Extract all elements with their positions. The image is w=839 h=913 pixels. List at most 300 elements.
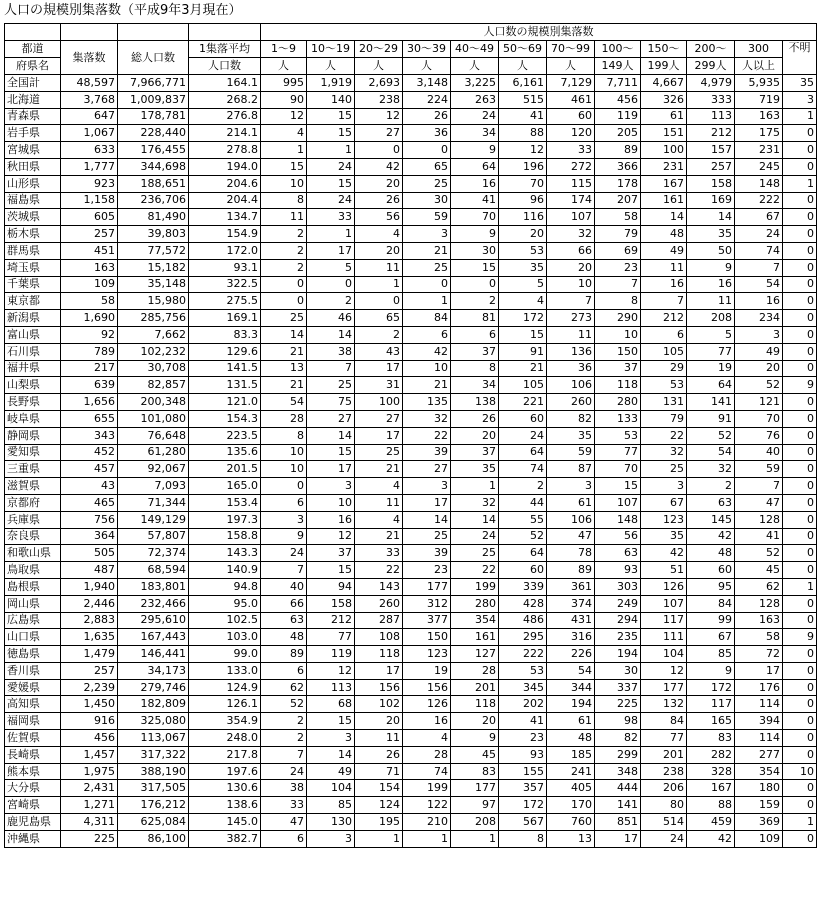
header-pref-top: 都道 bbox=[5, 41, 61, 58]
value-cell: 28 bbox=[261, 410, 307, 427]
value-cell: 64 bbox=[499, 444, 547, 461]
value-cell: 84 bbox=[641, 713, 687, 730]
value-cell: 235 bbox=[595, 629, 641, 646]
value-cell: 20 bbox=[355, 242, 403, 259]
value-cell: 72,374 bbox=[118, 545, 189, 562]
value-cell: 1,635 bbox=[61, 629, 118, 646]
value-cell: 165 bbox=[687, 713, 735, 730]
value-cell: 121.0 bbox=[189, 394, 261, 411]
value-cell: 923 bbox=[61, 175, 118, 192]
value-cell: 1 bbox=[307, 142, 355, 159]
value-cell: 24 bbox=[307, 192, 355, 209]
value-cell: 7 bbox=[641, 293, 687, 310]
value-cell: 27 bbox=[355, 125, 403, 142]
value-cell: 6 bbox=[403, 326, 451, 343]
value-cell: 343 bbox=[61, 427, 118, 444]
value-cell: 66 bbox=[547, 242, 595, 259]
settlement-table bbox=[4, 23, 817, 848]
value-cell: 456 bbox=[61, 730, 118, 747]
value-cell: 374 bbox=[547, 595, 595, 612]
value-cell: 15,980 bbox=[118, 293, 189, 310]
prefecture-cell: 長野県 bbox=[5, 394, 61, 411]
value-cell: 1,479 bbox=[61, 646, 118, 663]
value-cell: 170 bbox=[547, 797, 595, 814]
value-cell: 61 bbox=[547, 713, 595, 730]
value-cell: 9 bbox=[261, 528, 307, 545]
value-cell: 290 bbox=[595, 310, 641, 327]
value-cell: 2,239 bbox=[61, 679, 118, 696]
value-cell: 131.5 bbox=[189, 377, 261, 394]
value-cell: 53 bbox=[595, 427, 641, 444]
value-cell: 24 bbox=[499, 427, 547, 444]
value-cell: 5,935 bbox=[735, 75, 783, 92]
value-cell: 20 bbox=[451, 427, 499, 444]
value-cell: 104 bbox=[307, 780, 355, 797]
value-cell: 83 bbox=[687, 730, 735, 747]
value-cell: 77,572 bbox=[118, 242, 189, 259]
table-row bbox=[5, 293, 817, 310]
value-cell: 719 bbox=[735, 91, 783, 108]
value-cell: 8 bbox=[595, 293, 641, 310]
table-row bbox=[5, 461, 817, 478]
value-cell: 77 bbox=[595, 444, 641, 461]
value-cell: 317,505 bbox=[118, 780, 189, 797]
value-cell: 0 bbox=[783, 478, 817, 495]
value-cell: 109 bbox=[735, 830, 783, 847]
value-cell: 3 bbox=[307, 478, 355, 495]
value-cell: 36 bbox=[403, 125, 451, 142]
value-cell: 21 bbox=[355, 528, 403, 545]
prefecture-cell: 兵庫県 bbox=[5, 511, 61, 528]
value-cell: 1,919 bbox=[307, 75, 355, 92]
value-cell: 6 bbox=[641, 326, 687, 343]
value-cell: 174 bbox=[547, 192, 595, 209]
value-cell: 27 bbox=[403, 461, 451, 478]
value-cell: 3 bbox=[547, 478, 595, 495]
value-cell: 208 bbox=[451, 814, 499, 831]
value-cell: 223.5 bbox=[189, 427, 261, 444]
value-cell: 59 bbox=[547, 444, 595, 461]
value-cell: 153.4 bbox=[189, 494, 261, 511]
value-cell: 16 bbox=[641, 276, 687, 293]
value-cell: 37 bbox=[451, 343, 499, 360]
value-cell: 224 bbox=[403, 91, 451, 108]
value-cell: 99.0 bbox=[189, 646, 261, 663]
prefecture-cell: 鹿児島県 bbox=[5, 814, 61, 831]
value-cell: 27 bbox=[355, 410, 403, 427]
value-cell: 93.1 bbox=[189, 259, 261, 276]
prefecture-cell: 京都府 bbox=[5, 494, 61, 511]
value-cell: 339 bbox=[499, 578, 547, 595]
value-cell: 3,225 bbox=[451, 75, 499, 92]
value-cell: 81 bbox=[451, 310, 499, 327]
value-cell: 231 bbox=[641, 158, 687, 175]
value-cell: 6 bbox=[261, 662, 307, 679]
prefecture-cell: 岡山県 bbox=[5, 595, 61, 612]
value-cell: 238 bbox=[355, 91, 403, 108]
value-cell: 182,809 bbox=[118, 696, 189, 713]
value-cell: 28 bbox=[451, 662, 499, 679]
value-cell: 106 bbox=[547, 377, 595, 394]
value-cell: 17 bbox=[403, 494, 451, 511]
table-row bbox=[5, 125, 817, 142]
header-size-top: 30～39 bbox=[403, 41, 451, 58]
value-cell: 113,067 bbox=[118, 730, 189, 747]
value-cell: 176,212 bbox=[118, 797, 189, 814]
value-cell: 231 bbox=[735, 142, 783, 159]
prefecture-cell: 山形県 bbox=[5, 175, 61, 192]
table-row bbox=[5, 646, 817, 663]
value-cell: 3 bbox=[403, 478, 451, 495]
value-cell: 89 bbox=[547, 562, 595, 579]
value-cell: 83.3 bbox=[189, 326, 261, 343]
value-cell: 279,746 bbox=[118, 679, 189, 696]
value-cell: 34 bbox=[451, 377, 499, 394]
value-cell: 76 bbox=[735, 427, 783, 444]
value-cell: 83 bbox=[451, 763, 499, 780]
value-cell: 248.0 bbox=[189, 730, 261, 747]
value-cell: 32 bbox=[403, 410, 451, 427]
value-cell: 108 bbox=[355, 629, 403, 646]
value-cell: 276.8 bbox=[189, 108, 261, 125]
value-cell: 199 bbox=[403, 780, 451, 797]
prefecture-cell: 青森県 bbox=[5, 108, 61, 125]
value-cell: 15 bbox=[451, 259, 499, 276]
value-cell: 2 bbox=[261, 259, 307, 276]
value-cell: 1 bbox=[451, 478, 499, 495]
value-cell: 1,158 bbox=[61, 192, 118, 209]
value-cell: 2,883 bbox=[61, 612, 118, 629]
prefecture-cell: 千葉県 bbox=[5, 276, 61, 293]
value-cell: 177 bbox=[641, 679, 687, 696]
value-cell: 282 bbox=[687, 746, 735, 763]
value-cell: 0 bbox=[783, 662, 817, 679]
value-cell: 21 bbox=[261, 343, 307, 360]
value-cell: 15 bbox=[307, 125, 355, 142]
table-row bbox=[5, 478, 817, 495]
value-cell: 67 bbox=[687, 629, 735, 646]
prefecture-cell: 和歌山県 bbox=[5, 545, 61, 562]
value-cell: 70 bbox=[499, 175, 547, 192]
value-cell: 0 bbox=[783, 310, 817, 327]
value-cell: 25 bbox=[307, 377, 355, 394]
value-cell: 0 bbox=[783, 595, 817, 612]
value-cell: 70 bbox=[595, 461, 641, 478]
value-cell: 27 bbox=[307, 410, 355, 427]
value-cell: 100 bbox=[355, 394, 403, 411]
value-cell: 61,280 bbox=[118, 444, 189, 461]
value-cell: 3 bbox=[735, 326, 783, 343]
value-cell: 2 bbox=[261, 226, 307, 243]
value-cell: 2,446 bbox=[61, 595, 118, 612]
table-row bbox=[5, 242, 817, 259]
value-cell: 1 bbox=[783, 578, 817, 595]
value-cell: 19 bbox=[403, 662, 451, 679]
value-cell: 2 bbox=[261, 713, 307, 730]
value-cell: 317,322 bbox=[118, 746, 189, 763]
value-cell: 60 bbox=[499, 410, 547, 427]
value-cell: 47 bbox=[735, 494, 783, 511]
value-cell: 163 bbox=[735, 108, 783, 125]
value-cell: 0 bbox=[783, 276, 817, 293]
value-cell: 1 bbox=[783, 175, 817, 192]
value-cell: 30 bbox=[403, 192, 451, 209]
table-row bbox=[5, 797, 817, 814]
value-cell: 42 bbox=[687, 528, 735, 545]
value-cell: 369 bbox=[735, 814, 783, 831]
value-cell: 25 bbox=[355, 444, 403, 461]
prefecture-cell: 福井県 bbox=[5, 360, 61, 377]
value-cell: 194.0 bbox=[189, 158, 261, 175]
value-cell: 24 bbox=[261, 545, 307, 562]
value-cell: 102 bbox=[355, 696, 403, 713]
value-cell: 428 bbox=[499, 595, 547, 612]
value-cell: 103.0 bbox=[189, 629, 261, 646]
value-cell: 81,490 bbox=[118, 209, 189, 226]
value-cell: 275.5 bbox=[189, 293, 261, 310]
header-size-top: 100～ bbox=[595, 41, 641, 58]
prefecture-cell: 山口県 bbox=[5, 629, 61, 646]
value-cell: 9 bbox=[687, 662, 735, 679]
prefecture-cell: 広島県 bbox=[5, 612, 61, 629]
value-cell: 12 bbox=[355, 108, 403, 125]
value-cell: 514 bbox=[641, 814, 687, 831]
value-cell: 151 bbox=[641, 125, 687, 142]
value-cell: 0 bbox=[783, 730, 817, 747]
value-cell: 48 bbox=[687, 545, 735, 562]
value-cell: 2,431 bbox=[61, 780, 118, 797]
table-row bbox=[5, 427, 817, 444]
value-cell: 12 bbox=[307, 528, 355, 545]
value-cell: 1 bbox=[261, 142, 307, 159]
value-cell: 20 bbox=[735, 360, 783, 377]
prefecture-cell: 福島県 bbox=[5, 192, 61, 209]
value-cell: 21 bbox=[355, 461, 403, 478]
value-cell: 260 bbox=[355, 595, 403, 612]
value-cell: 41 bbox=[451, 192, 499, 209]
table-row bbox=[5, 730, 817, 747]
table-row bbox=[5, 326, 817, 343]
value-cell: 64 bbox=[499, 545, 547, 562]
value-cell: 0 bbox=[783, 545, 817, 562]
value-cell: 337 bbox=[595, 679, 641, 696]
value-cell: 34 bbox=[451, 125, 499, 142]
prefecture-cell: 奈良県 bbox=[5, 528, 61, 545]
value-cell: 105 bbox=[641, 343, 687, 360]
value-cell: 206 bbox=[641, 780, 687, 797]
value-cell: 122 bbox=[403, 797, 451, 814]
value-cell: 37 bbox=[595, 360, 641, 377]
prefecture-cell: 岐阜県 bbox=[5, 410, 61, 427]
header-size-bottom: 299人 bbox=[687, 58, 735, 75]
value-cell: 1,450 bbox=[61, 696, 118, 713]
value-cell: 63 bbox=[261, 612, 307, 629]
header-settlements-spacer bbox=[61, 24, 118, 41]
value-cell: 21 bbox=[499, 360, 547, 377]
value-cell: 11 bbox=[355, 259, 403, 276]
value-cell: 177 bbox=[451, 780, 499, 797]
value-cell: 163 bbox=[61, 259, 118, 276]
value-cell: 7 bbox=[261, 562, 307, 579]
value-cell: 2 bbox=[687, 478, 735, 495]
value-cell: 35 bbox=[641, 528, 687, 545]
value-cell: 1 bbox=[451, 830, 499, 847]
value-cell: 3 bbox=[261, 511, 307, 528]
value-cell: 82,857 bbox=[118, 377, 189, 394]
value-cell: 54 bbox=[735, 276, 783, 293]
value-cell: 42 bbox=[641, 545, 687, 562]
value-cell: 56 bbox=[595, 528, 641, 545]
value-cell: 10 bbox=[547, 276, 595, 293]
value-cell: 8 bbox=[261, 192, 307, 209]
prefecture-cell: 宮崎県 bbox=[5, 797, 61, 814]
value-cell: 2 bbox=[307, 293, 355, 310]
value-cell: 47 bbox=[261, 814, 307, 831]
value-cell: 0 bbox=[355, 142, 403, 159]
value-cell: 39,803 bbox=[118, 226, 189, 243]
value-cell: 605 bbox=[61, 209, 118, 226]
value-cell: 280 bbox=[595, 394, 641, 411]
table-row bbox=[5, 276, 817, 293]
value-cell: 30 bbox=[451, 242, 499, 259]
table-row bbox=[5, 780, 817, 797]
value-cell: 333 bbox=[687, 91, 735, 108]
value-cell: 21 bbox=[403, 242, 451, 259]
value-cell: 10 bbox=[595, 326, 641, 343]
table-row bbox=[5, 142, 817, 159]
value-cell: 143.3 bbox=[189, 545, 261, 562]
value-cell: 1,271 bbox=[61, 797, 118, 814]
value-cell: 14 bbox=[687, 209, 735, 226]
value-cell: 3,768 bbox=[61, 91, 118, 108]
value-cell: 228,440 bbox=[118, 125, 189, 142]
value-cell: 326 bbox=[641, 91, 687, 108]
value-cell: 19 bbox=[687, 360, 735, 377]
value-cell: 2,693 bbox=[355, 75, 403, 92]
value-cell: 24 bbox=[735, 226, 783, 243]
value-cell: 42 bbox=[403, 343, 451, 360]
value-cell: 0 bbox=[783, 797, 817, 814]
value-cell: 84 bbox=[403, 310, 451, 327]
header-size-top: 300 bbox=[735, 41, 783, 58]
value-cell: 995 bbox=[261, 75, 307, 92]
value-cell: 201 bbox=[451, 679, 499, 696]
value-cell: 7,129 bbox=[547, 75, 595, 92]
table-row bbox=[5, 377, 817, 394]
value-cell: 21 bbox=[403, 377, 451, 394]
value-cell: 0 bbox=[261, 293, 307, 310]
value-cell: 756 bbox=[61, 511, 118, 528]
value-cell: 382.7 bbox=[189, 830, 261, 847]
value-cell: 123 bbox=[641, 511, 687, 528]
value-cell: 268.2 bbox=[189, 91, 261, 108]
value-cell: 451 bbox=[61, 242, 118, 259]
value-cell: 178 bbox=[595, 175, 641, 192]
value-cell: 1 bbox=[307, 226, 355, 243]
header-size-top: 40～49 bbox=[451, 41, 499, 58]
table-row bbox=[5, 343, 817, 360]
value-cell: 107 bbox=[547, 209, 595, 226]
value-cell: 217 bbox=[61, 360, 118, 377]
header-size-bottom: 人以上 bbox=[735, 58, 783, 75]
header-avg-top: 1集落平均 bbox=[189, 41, 261, 58]
value-cell: 119 bbox=[595, 108, 641, 125]
value-cell: 465 bbox=[61, 494, 118, 511]
prefecture-cell: 福岡県 bbox=[5, 713, 61, 730]
value-cell: 9 bbox=[783, 377, 817, 394]
table-row bbox=[5, 108, 817, 125]
value-cell: 15 bbox=[307, 444, 355, 461]
value-cell: 25 bbox=[641, 461, 687, 478]
value-cell: 10 bbox=[307, 494, 355, 511]
value-cell: 26 bbox=[355, 192, 403, 209]
value-cell: 38 bbox=[307, 343, 355, 360]
value-cell: 111 bbox=[641, 629, 687, 646]
value-cell: 0 bbox=[783, 646, 817, 663]
value-cell: 344,698 bbox=[118, 158, 189, 175]
value-cell: 138 bbox=[451, 394, 499, 411]
value-cell: 202 bbox=[499, 696, 547, 713]
value-cell: 20 bbox=[499, 226, 547, 243]
prefecture-cell: 山梨県 bbox=[5, 377, 61, 394]
value-cell: 120 bbox=[547, 125, 595, 142]
value-cell: 176,455 bbox=[118, 142, 189, 159]
value-cell: 212 bbox=[641, 310, 687, 327]
value-cell: 4 bbox=[355, 478, 403, 495]
value-cell: 52 bbox=[499, 528, 547, 545]
value-cell: 156 bbox=[355, 679, 403, 696]
value-cell: 172 bbox=[499, 797, 547, 814]
value-cell: 14 bbox=[261, 326, 307, 343]
value-cell: 163 bbox=[735, 612, 783, 629]
prefecture-cell: 北海道 bbox=[5, 91, 61, 108]
value-cell: 280 bbox=[451, 595, 499, 612]
value-cell: 154.9 bbox=[189, 226, 261, 243]
value-cell: 0 bbox=[403, 276, 451, 293]
value-cell: 54 bbox=[261, 394, 307, 411]
value-cell: 201 bbox=[641, 746, 687, 763]
value-cell: 96 bbox=[499, 192, 547, 209]
value-cell: 11 bbox=[687, 293, 735, 310]
value-cell: 177 bbox=[403, 578, 451, 595]
header-settlements: 集落数 bbox=[61, 41, 118, 75]
table-row bbox=[5, 310, 817, 327]
value-cell: 1,975 bbox=[61, 763, 118, 780]
value-cell: 188,651 bbox=[118, 175, 189, 192]
prefecture-cell: 茨城県 bbox=[5, 209, 61, 226]
value-cell: 299 bbox=[595, 746, 641, 763]
value-cell: 128 bbox=[735, 511, 783, 528]
value-cell: 35 bbox=[547, 427, 595, 444]
value-cell: 98 bbox=[595, 713, 641, 730]
value-cell: 74 bbox=[735, 242, 783, 259]
value-cell: 760 bbox=[547, 814, 595, 831]
value-cell: 85 bbox=[307, 797, 355, 814]
value-cell: 0 bbox=[783, 125, 817, 142]
value-cell: 141 bbox=[687, 394, 735, 411]
value-cell: 72 bbox=[735, 646, 783, 663]
header-size-bottom: 人 bbox=[355, 58, 403, 75]
value-cell: 26 bbox=[451, 410, 499, 427]
value-cell: 16 bbox=[735, 293, 783, 310]
value-cell: 260 bbox=[547, 394, 595, 411]
value-cell: 7 bbox=[547, 293, 595, 310]
value-cell: 44 bbox=[499, 494, 547, 511]
value-cell: 95.0 bbox=[189, 595, 261, 612]
value-cell: 85 bbox=[687, 646, 735, 663]
table-row bbox=[5, 528, 817, 545]
value-cell: 69 bbox=[595, 242, 641, 259]
